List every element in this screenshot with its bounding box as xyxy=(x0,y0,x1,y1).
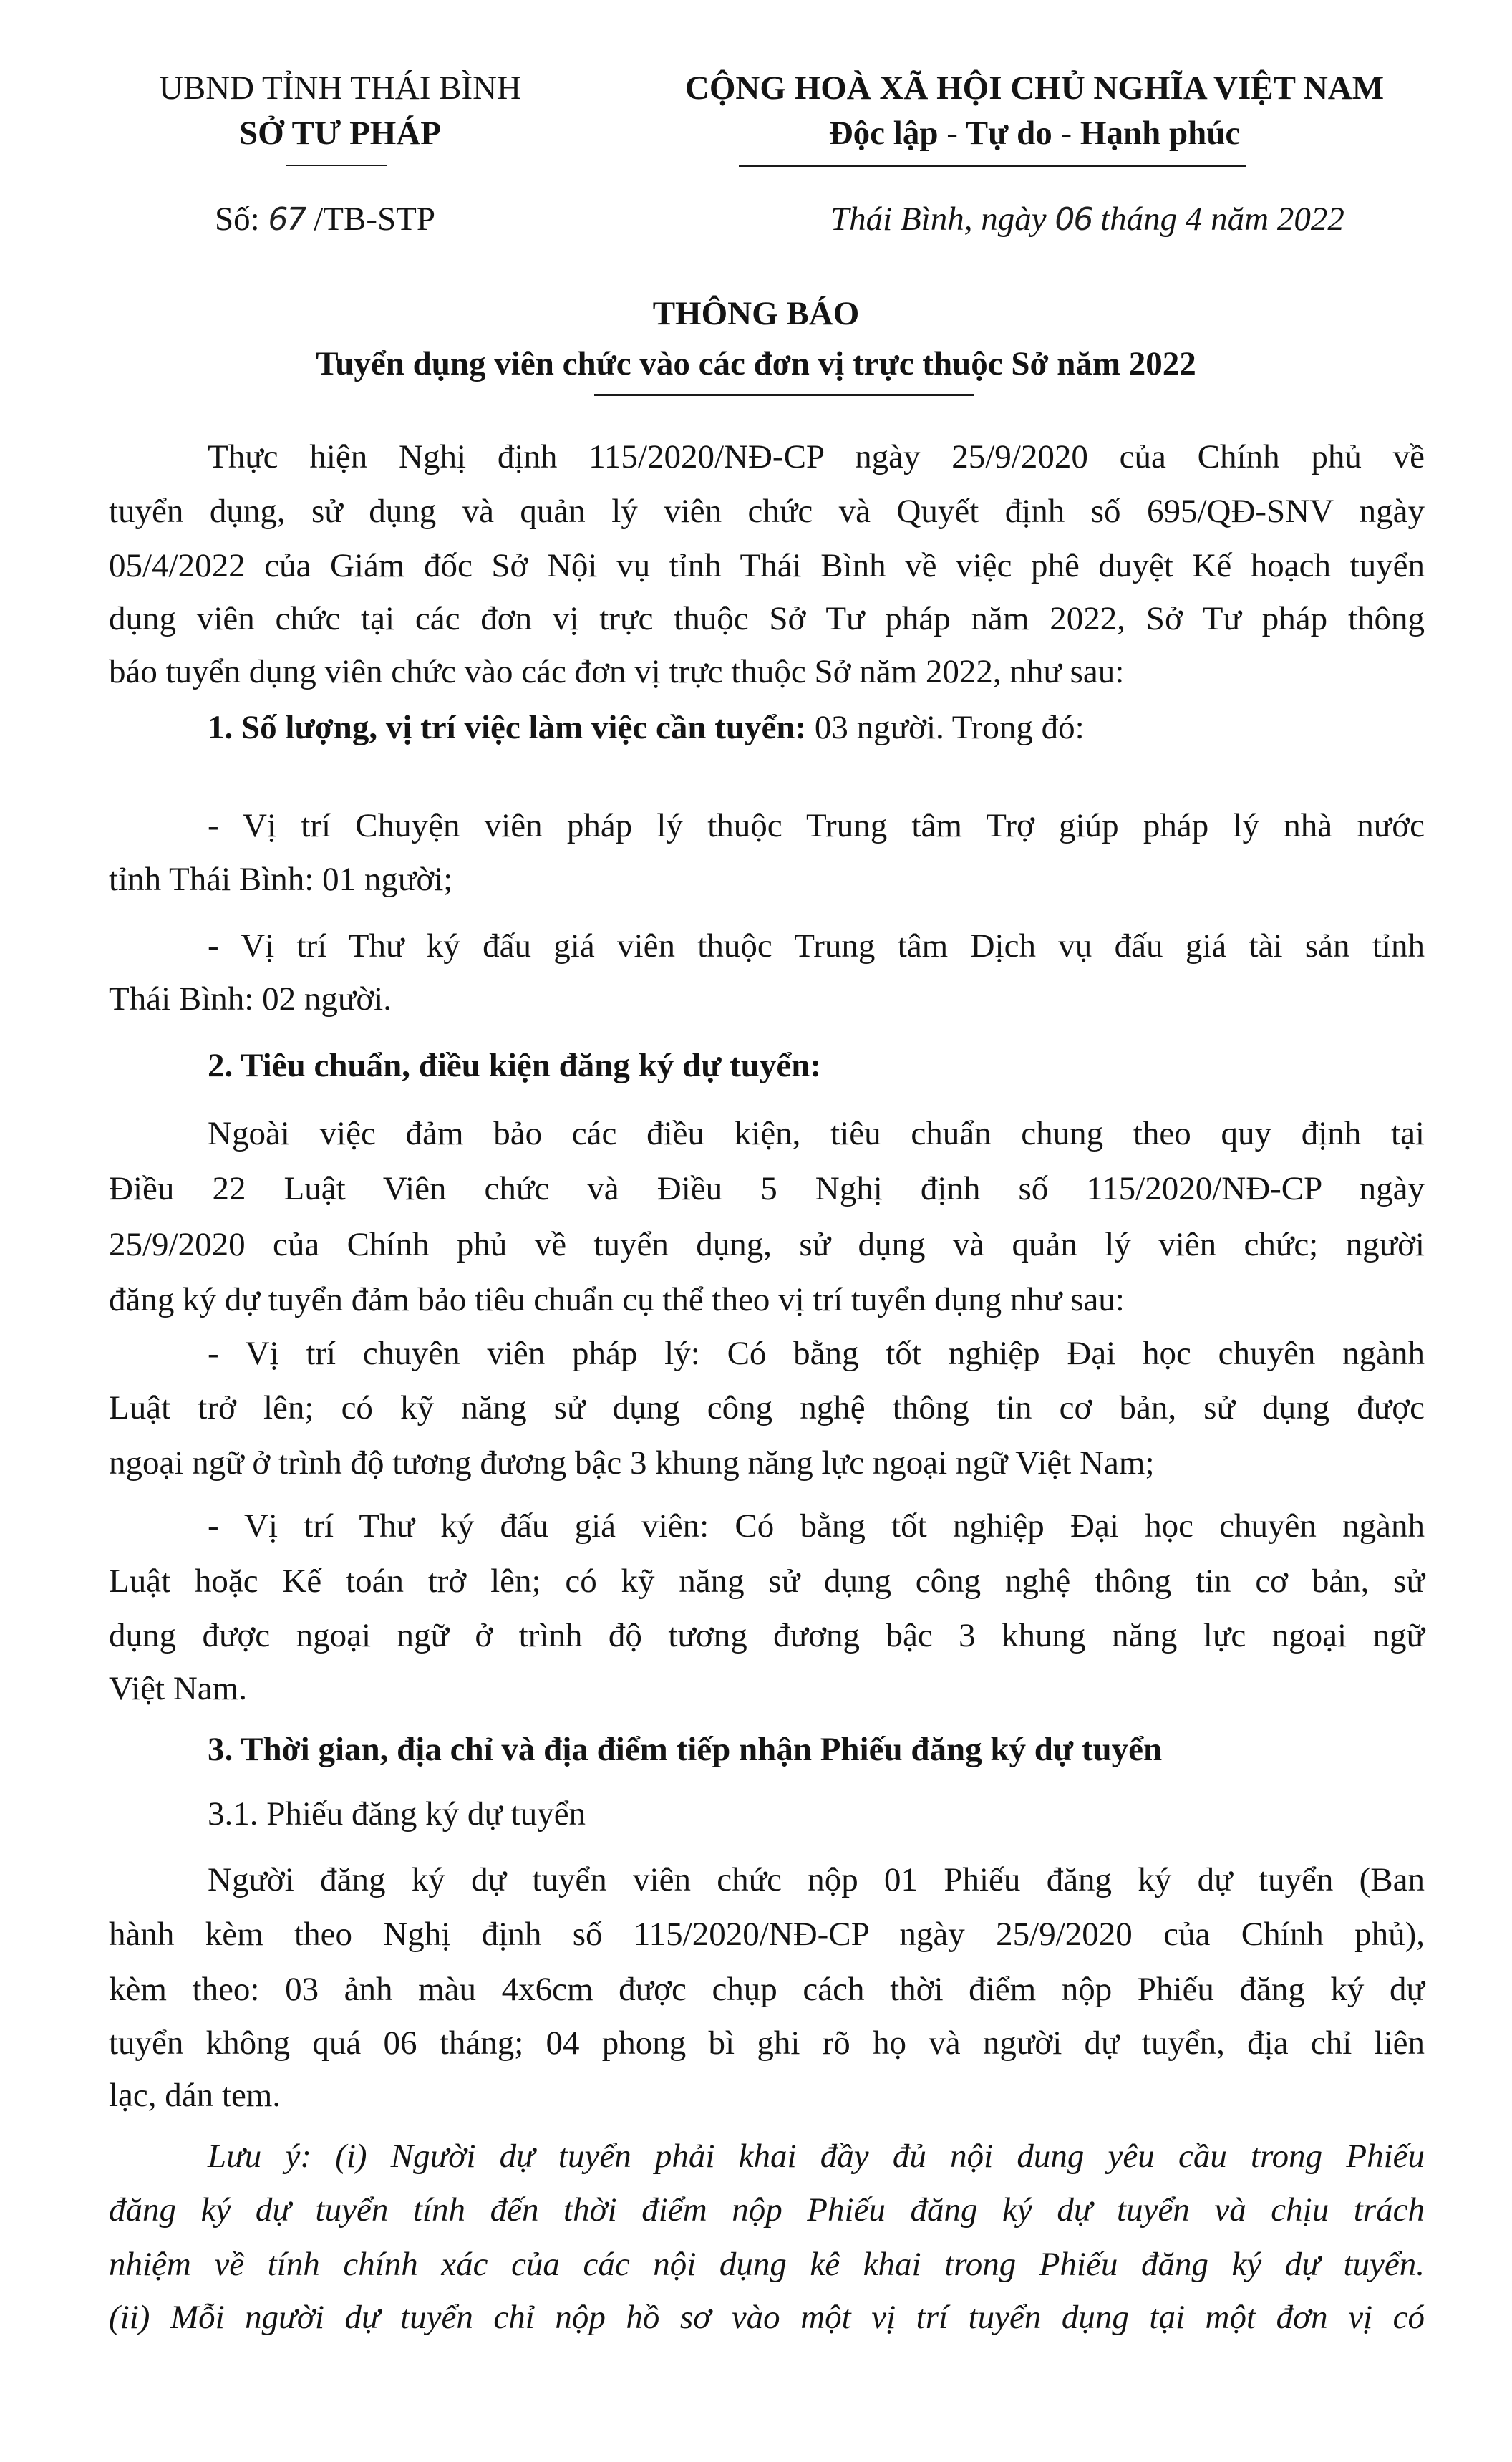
section-2-heading: 2. Tiêu chuẩn, điều kiện đăng ký dự tuyển: xyxy=(208,1047,822,1084)
intro-line: dụng viên chức tại các đơn vị trực thuộc Sở Tư pháp năm 2022, Sở Tư pháp thông xyxy=(109,600,1425,637)
s2-para-line: đăng ký dự tuyển đảm bảo tiêu chuẩn cụ thể theo vị trí tuyển dụng như sau: xyxy=(109,1281,1125,1318)
s2-item-line: Luật trở lên; có kỹ năng sử dụng công nghệ thông tin cơ bản, sử dụng được xyxy=(109,1389,1425,1426)
agency-parent: UBND TỈNH THÁI BÌNH xyxy=(158,69,522,107)
s2-item-line: Việt Nam. xyxy=(109,1670,247,1707)
s2-item-line: - Vị trí chuyên viên pháp lý: Có bằng tốt nghiệp Đại học chuyên ngành xyxy=(208,1335,1425,1372)
section-3-1-heading: 3.1. Phiếu đăng ký dự tuyển xyxy=(208,1795,586,1833)
intro-line: báo tuyển dụng viên chức vào các đơn vị trực thuộc Sở năm 2022, như sau: xyxy=(109,653,1125,690)
s1-item-line: tỉnh Thái Bình: 01 người; xyxy=(109,861,453,898)
s2-para-line: 25/9/2020 của Chính phủ về tuyển dụng, sử dụng và quản lý viên chức; người xyxy=(109,1226,1425,1263)
s1-item-line: - Vị trí Thư ký đấu giá viên thuộc Trung tâm Dịch vụ đấu giá tài sản tỉnh xyxy=(208,927,1425,965)
date-prefix: Thái Bình, ngày xyxy=(830,201,1047,238)
s31-para-line: tuyển không quá 06 tháng; 04 phong bì ghi rõ họ và người dự tuyển, địa chỉ liên xyxy=(109,2024,1425,2062)
nation-title: CỘNG HOÀ XÃ HỘI CHỦ NGHĨA VIỆT NAM xyxy=(684,69,1385,107)
title-underline xyxy=(594,394,974,396)
date-day-handwritten: 06 xyxy=(1055,201,1092,238)
section-1-heading xyxy=(208,708,1085,748)
date-suffix: tháng 4 năm 2022 xyxy=(1100,201,1344,238)
document-number xyxy=(215,199,435,240)
intro-line: tuyển dụng, sử dụng và quản lý viên chức và Quyết định số 695/QĐ-SNV ngày xyxy=(109,493,1425,530)
s2-item-line: Luật hoặc Kế toán trở lên; có kỹ năng sử dụng công nghệ thông tin cơ bản, sử xyxy=(109,1563,1425,1600)
document-title: THÔNG BÁO xyxy=(652,295,860,332)
s2-para-line: Ngoài việc đảm bảo các điều kiện, tiêu chuẩn chung theo quy định tại xyxy=(208,1115,1425,1152)
s31-para-line: lạc, dán tem. xyxy=(109,2077,281,2114)
s31-para-line: kèm theo: 03 ảnh màu 4x6cm được chụp cách thời điểm nộp Phiếu đăng ký dự xyxy=(109,1971,1425,2008)
s31-para-line: hành kèm theo Nghị định số 115/2020/NĐ-CP ngày 25/9/2020 của Chính phủ), xyxy=(109,1916,1425,1953)
intro-line: Thực hiện Nghị định 115/2020/NĐ-CP ngày 25/9/2020 của Chính phủ về xyxy=(208,438,1425,475)
s31-para-line: Người đăng ký dự tuyển viên chức nộp 01 Phiếu đăng ký dự tuyển (Ban xyxy=(208,1861,1425,1898)
agency-underline xyxy=(286,165,387,166)
note-line: (ii) Mỗi người dự tuyển chỉ nộp hồ sơ vào một vị trí tuyển dụng tại một đơn vị có xyxy=(109,2299,1425,2336)
document-subtitle: Tuyển dụng viên chức vào các đơn vị trực thuộc Sở năm 2022 xyxy=(316,345,1196,382)
section-1-title: 1. Số lượng, vị trí việc làm việc cần tuyển: xyxy=(208,709,807,746)
agency-name: SỞ TƯ PHÁP xyxy=(238,115,442,152)
note-line: nhiệm về tính chính xác của các nội dụng kê khai trong Phiếu đăng ký dự tuyển. xyxy=(109,2246,1425,2283)
national-motto: Độc lập - Tự do - Hạnh phúc xyxy=(828,115,1241,152)
s1-item-line: - Vị trí Chuyện viên pháp lý thuộc Trung tâm Trợ giúp pháp lý nhà nước xyxy=(208,807,1425,844)
s2-para-line: Điều 22 Luật Viên chức và Điều 5 Nghị định số 115/2020/NĐ-CP ngày xyxy=(109,1170,1425,1207)
motto-underline xyxy=(739,165,1246,167)
section-1-summary: 03 người. Trong đó: xyxy=(806,709,1085,746)
doc-no-suffix: /TB-STP xyxy=(314,201,435,238)
s2-item-line: dụng được ngoại ngữ ở trình độ tương đương bậc 3 khung năng lực ngoại ngữ xyxy=(109,1617,1425,1654)
section-3-heading: 3. Thời gian, địa chỉ và địa điểm tiếp nhận Phiếu đăng ký dự tuyển xyxy=(208,1731,1163,1768)
note-line: đăng ký dự tuyển tính đến thời điểm nộp Phiếu đăng ký dự tuyển và chịu trách xyxy=(109,2191,1425,2229)
intro-line: 05/4/2022 của Giám đốc Sở Nội vụ tỉnh Thái Bình về việc phê duyệt Kế hoạch tuyển xyxy=(109,547,1425,584)
note-line: Lưu ý: (i) Người dự tuyển phải khai đầy đủ nội dung yêu cầu trong Phiếu xyxy=(208,2138,1425,2175)
s1-item-line: Thái Bình: 02 người. xyxy=(109,980,392,1018)
doc-no-handwritten: 67 xyxy=(268,201,306,238)
doc-no-prefix: Số: xyxy=(215,201,260,238)
document-date xyxy=(830,199,1344,240)
s2-item-line: - Vị trí Thư ký đấu giá viên: Có bằng tốt nghiệp Đại học chuyên ngành xyxy=(208,1507,1425,1545)
s2-item-line: ngoại ngữ ở trình độ tương đương bậc 3 khung năng lực ngoại ngữ Việt Nam; xyxy=(109,1444,1155,1482)
